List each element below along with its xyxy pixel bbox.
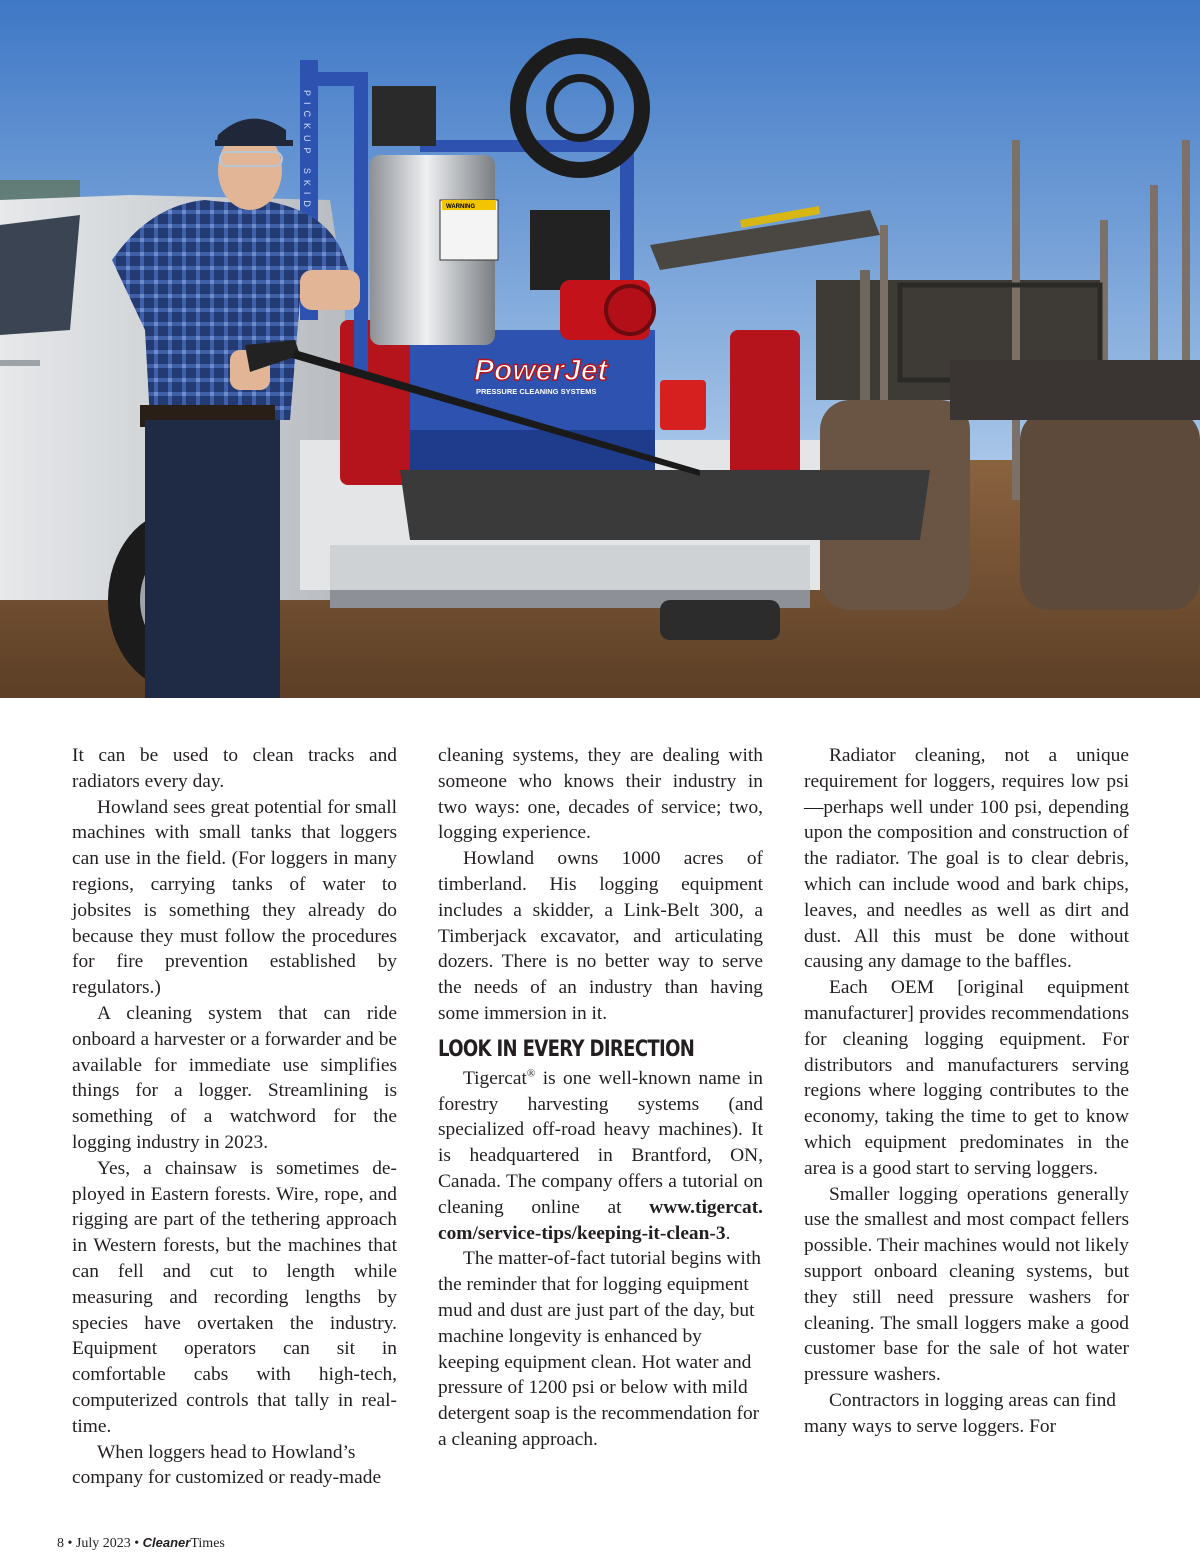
paragraph: It can be used to clean tracks and radiators every day. (72, 745, 397, 792)
skid-label: PICKUP SKID (302, 90, 312, 213)
paragraph: Yes, a chainsaw is sometimes deployed in Eastern forests. Wire, rope, and rigging are part of the tethering approach in Western forests, but the machines that can fell and cut to length while measuring and recording lengths by species have overtaken the industry. Equipment operators can sit in comfortable cabs with high-tech, computerized controls that tally in real-time. (72, 1157, 397, 1437)
footer-bullet: • (134, 1536, 140, 1551)
article-column-3 (804, 743, 1129, 1440)
text: . (725, 1222, 731, 1244)
text: is one well-known name in forestry harvesting systems (and specialized off-road heavy machines). It is headquartered in Brantford, ON, Canada. The company offers a tutorial on cleaning online at (438, 1067, 763, 1218)
article-column-1 (72, 743, 397, 1491)
issue-date: July 2023 (75, 1536, 131, 1551)
svg-text:PowerJet: PowerJet (474, 354, 608, 387)
paragraph-tigercat (438, 1066, 763, 1247)
page-footer (57, 1534, 225, 1553)
paragraph: Radiator cleaning, not a unique requirement for loggers, requires low psi—perhaps well under 100 psi, depending upon the composition and construction of the radiator. The goal is to clear debris, which can include wood and bark chips, leaves, and needles as well as dirt and dust. All this must be done without causing any damage to the baffles. (804, 745, 1129, 973)
paragraph: Howland sees great potential for small machines with small tanks that loggers can use in the field. (For loggers in many regions, carrying tanks of water to jobsites is something they already do because they must follow the procedures for fire prevention established by regulators.) (72, 796, 397, 999)
article-column-2 (438, 743, 763, 1453)
section-heading: LOOK IN EVERY DIRECTION (438, 1036, 695, 1062)
magazine-name-cleaner: Cleaner (142, 1535, 191, 1550)
paragraph: Each OEM [original equipment manufacturer] provides recommendations for cleaning logging equipment. For distributors and manufacturers serving regions where logging contributes to the economy, taking the time to get to know which equipment predominates in the area is a good start to serving loggers. (804, 977, 1129, 1179)
paragraph: Smaller logging operations generally use the smallest and most compact fellers possible. Their machines would not likely support onboard cleaning systems, but they still need pressure washers for cleaning. The small loggers make a good customer base for the sale of hot water pressure washers. (804, 1183, 1129, 1386)
registered-mark: ® (526, 1067, 536, 1080)
paragraph: When loggers head to Howland’s company for customized or ready-made (72, 1441, 382, 1489)
powerjet-logo (470, 346, 620, 398)
paragraph: A cleaning system that can ride onboard a harvester or a forwarder and be available for immediate use simplifies things for a logger. Streamlining is something of a watchword for the logging industry in 2023. (72, 1002, 397, 1153)
paragraph: Howland owns 1000 acres of timberland. His logging equipment includes a skidder, a Link-Belt 300, a Timberjack excavator, and articulating dozers. There is no better way to serve the needs of an industry than having some immersion in it. (438, 848, 763, 1024)
text: Tigercat (463, 1067, 527, 1089)
paragraph: cleaning systems, they are dealing with someone who knows their industry in two ways: one, decades of service; two, logging experience. (438, 745, 763, 844)
paragraph: Contractors in logging areas can find many ways to serve loggers. For (804, 1389, 1117, 1437)
page-number: 8 (57, 1536, 64, 1551)
magazine-name-times: Times (190, 1536, 225, 1551)
footer-bullet: • (67, 1536, 73, 1551)
warning-label: WARNING (446, 204, 475, 210)
tigercat-url[interactable]: www.tigercat.​com/service-tips/keeping-it-clean-3 (438, 1196, 763, 1244)
svg-text:PRESSURE CLEANING SYSTEMS: PRESSURE CLEANING SYSTEMS (476, 387, 597, 396)
paragraph: The matter-of-fact tutorial begins with the reminder that for logging equipment mud and dust are just part of the day, but machine longevity is enhanced by keeping equipment clean. Hot water and pressure of 1200 psi or below with mild detergent soap is the recommendation for a cleaning approach. (438, 1248, 761, 1450)
hero-photo (0, 0, 1200, 698)
